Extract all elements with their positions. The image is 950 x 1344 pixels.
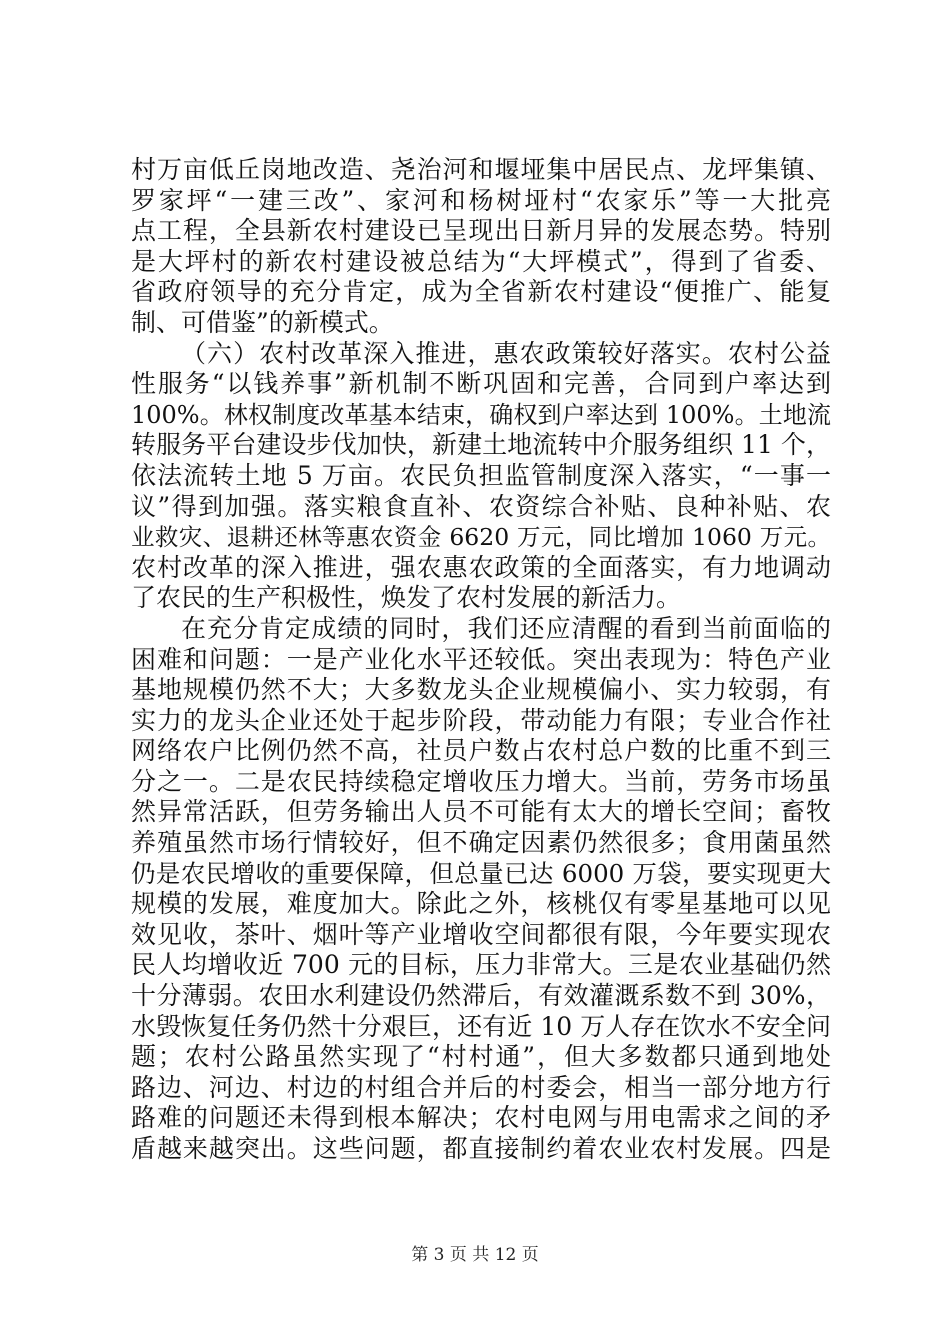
text-line: 民人均增收近 700 元的目标，压力非常大。三是农业基础仍然 — [131, 950, 831, 980]
text-line: 罗家坪“一建三改”、家河和杨树垭村“农家乐”等一大批亮 — [131, 185, 831, 215]
text-line: 依法流转土地 5 万亩。农民负担监管制度深入落实，“一事一 — [131, 460, 831, 490]
text-line: 议”得到加强。落实粮食直补、农资综合补贴、良种补贴、农 — [131, 491, 831, 521]
text-line: 业救灾、退耕还林等惠农资金 6620 万元，同比增加 1060 万元。 — [131, 523, 831, 552]
text-line: 是大坪村的新农村建设被总结为“大坪模式”，得到了省委、 — [131, 246, 831, 276]
text-line: 分之一。二是农民持续稳定增收压力增大。当前，劳务市场虽 — [131, 766, 831, 796]
text-line: 在充分肯定成绩的同时，我们还应清醒的看到当前面临的 — [181, 613, 831, 643]
text-line: 村万亩低丘岗地改造、尧治河和堰垭集中居民点、龙坪集镇、 — [131, 155, 831, 184]
text-line: 实力的龙头企业还处于起步阶段，带动能力有限；专业合作社 — [131, 705, 831, 735]
text-line: 水毁恢复任务仍然十分艰巨，还有近 10 万人存在饮水不安全问 — [131, 1011, 831, 1041]
text-line: 农村改革的深入推进，强农惠农政策的全面落实，有力地调动 — [131, 552, 831, 582]
text-line: 路边、河边、村边的村组合并后的村委会，相当一部分地方行 — [131, 1072, 831, 1102]
text-line: 性服务“以钱养事”新机制不断巩固和完善，合同到户率达到 — [131, 369, 831, 399]
text-line: 养殖虽然市场行情较好，但不确定因素仍然很多；食用菌虽然 — [131, 828, 831, 858]
text-line: 100%。林权制度改革基本结束，确权到户率达到 100%。土地流 — [131, 400, 831, 429]
text-line: 基地规模仍然不大；大多数龙头企业规模偏小、实力较弱，有 — [131, 675, 831, 705]
page-footer: 第 3 页 共 12 页 — [411, 1245, 539, 1265]
text-line: 效见收，茶叶、烟叶等产业增收空间都很有限，今年要实现农 — [131, 919, 831, 949]
text-line: 制、可借鉴”的新模式。 — [131, 307, 394, 337]
text-line: 网络农户比例仍然不高，社员户数占农村总户数的比重不到三 — [131, 736, 831, 766]
document-body — [131, 155, 831, 1165]
text-line: 盾越来越突出。这些问题，都直接制约着农业农村发展。四是 — [131, 1134, 831, 1163]
text-line: 仍是农民增收的重要保障，但总量已达 6000 万袋，要实现更大 — [131, 858, 831, 888]
text-line: 十分薄弱。农田水利建设仍然滞后，有效灌溉系数不到 30%， — [131, 981, 831, 1011]
text-line: 省政府领导的充分肯定，成为全省新农村建设“便推广、能复 — [131, 277, 831, 307]
text-line: 规模的发展，难度加大。除此之外，核桃仅有零星基地可以见 — [131, 889, 831, 919]
text-line: 点工程，全县新农村建设已呈现出日新月异的发展态势。特别 — [131, 216, 831, 246]
text-line: 题；农村公路虽然实现了“村村通”，但大多数都只通到地处 — [131, 1042, 831, 1072]
text-line: 转服务平台建设步伐加快，新建土地流转中介服务组织 11 个， — [131, 430, 831, 460]
text-line: 然异常活跃，但劳务输出人员不可能有太大的增长空间；畜牧 — [131, 797, 831, 827]
text-line: 路难的问题还未得到根本解决；农村电网与用电需求之间的矛 — [131, 1103, 831, 1133]
text-line: 了农民的生产积极性，焕发了农村发展的新活力。 — [131, 583, 682, 613]
text-line: （六）农村改革深入推进，惠农政策较好落实。农村公益 — [181, 338, 831, 368]
text-line: 困难和问题：一是产业化水平还较低。突出表现为：特色产业 — [131, 644, 831, 674]
